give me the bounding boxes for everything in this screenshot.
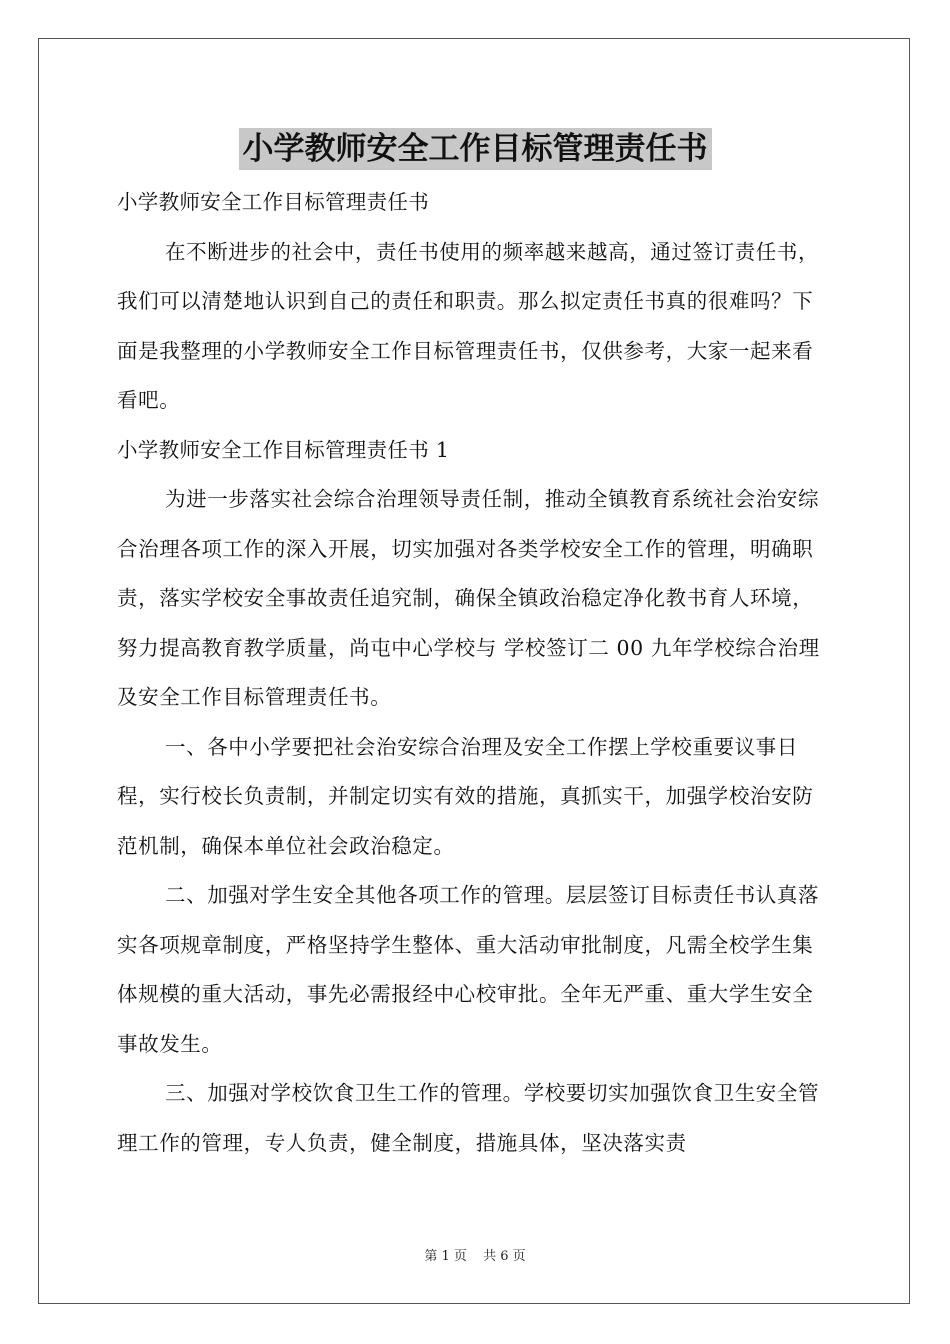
paragraph-item-3: 三、加强对学校饮食卫生工作的管理。学校要切实加强饮食卫生安全管理工作的管理，专人负责，健全制度，措施具体，坚决落实责: [117, 1081, 820, 1155]
page-total: 共 6 页: [483, 1249, 526, 1264]
document-title: 小学教师安全工作目标管理责任书: [239, 128, 712, 170]
paragraph-item-1: 一、各中小学要把社会治安综合治理及安全工作摆上学校重要议事日程，实行校长负责制，并制定切实有效的措施，真抓实干，加强学校治安防范机制，确保本单位社会政治稳定。: [117, 734, 814, 858]
paragraph-purpose: 为进一步落实社会综合治理领导责任制，推动全镇教育系统社会治安综合治理各项工作的深入开展，切实加强对各类学校安全工作的管理，明确职责，落实学校安全事故责任追究制，确保全镇政治稳定净化教书育人环境，努力提高教育教学质量，尚屯中心学校与 学校签订二 00 九年学校综合治理及安全工作目标管理责任书。: [117, 487, 820, 709]
title-container: [0, 128, 950, 170]
paragraph-subtitle: 小学教师安全工作目标管理责任书: [117, 190, 429, 214]
paragraph-item-2: 二、加强对学生安全其他各项工作的管理。层层签订目标责任书认真落实各项规章制度，严格坚持学生整体、重大活动审批制度，凡需全校学生集体规模的重大活动，事先必需报经中心校审批。全年无严重、重大学生安全事故发生。: [117, 883, 820, 1056]
page-footer: [0, 1245, 950, 1264]
document-body: [117, 178, 833, 1168]
paragraph-intro: 在不断进步的社会中，责任书使用的频率越来越高，通过签订责任书，我们可以清楚地认识到自己的责任和职责。那么拟定责任书真的很难吗？下面是我整理的小学教师安全工作目标管理责任书，仅供参考，大家一起来看看吧。: [117, 239, 820, 412]
page-number: 第 1 页: [424, 1249, 467, 1264]
paragraph-section-heading: 小学教师安全工作目标管理责任书 1: [117, 437, 450, 462]
